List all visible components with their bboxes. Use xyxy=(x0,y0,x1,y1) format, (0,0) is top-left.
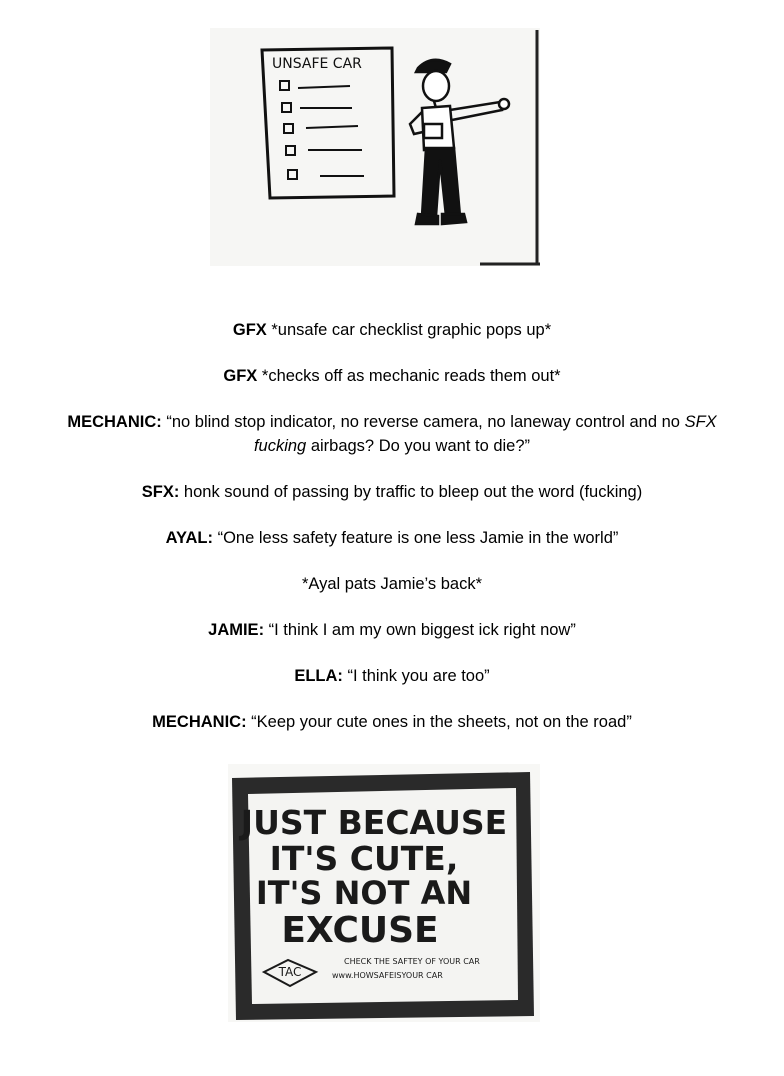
script-line: MECHANIC: “no blind stop indicator, no reverse camera, no laneway control and no SFX fucking airbags? Do you want to die?” xyxy=(67,413,717,455)
svg-text:TAC: TAC xyxy=(278,965,302,979)
script-body xyxy=(0,318,784,756)
script-line: GFX *checks off as mechanic reads them out* xyxy=(223,367,561,385)
poster-headline-2: IT'S CUTE, xyxy=(269,839,459,878)
poster-tagline-2: www.HOWSAFEISYOUR CAR xyxy=(332,971,443,980)
script-line: GFX *unsafe car checklist graphic pops up* xyxy=(232,321,552,339)
poster-headline-3: IT'S NOT AN xyxy=(255,874,473,912)
script-line: SFX: honk sound of passing by traffic to bleep out the word (fucking) xyxy=(141,483,643,501)
svg-text:UNSAFE CAR: UNSAFE CAR xyxy=(272,56,362,72)
checklist-mechanic-illustration xyxy=(210,28,540,266)
script-line: AYAL: “One less safety feature is one less Jamie in the world” xyxy=(165,529,619,547)
script-action: *Ayal pats Jamie’s back* xyxy=(301,575,483,593)
script-line: JAMIE: “I think I am my own biggest ick right now” xyxy=(208,621,576,639)
poster-headline-4: EXCUSE xyxy=(281,910,439,951)
poster-illustration xyxy=(228,764,540,1022)
script-line: MECHANIC: “Keep your cute ones in the sheets, not on the road” xyxy=(152,713,632,731)
script-line: ELLA: “I think you are too” xyxy=(294,667,490,685)
poster-tagline-1: CHECK THE SAFTEY OF YOUR CAR xyxy=(344,957,480,966)
poster-headline-1: JUST BECAUSE xyxy=(240,803,508,842)
